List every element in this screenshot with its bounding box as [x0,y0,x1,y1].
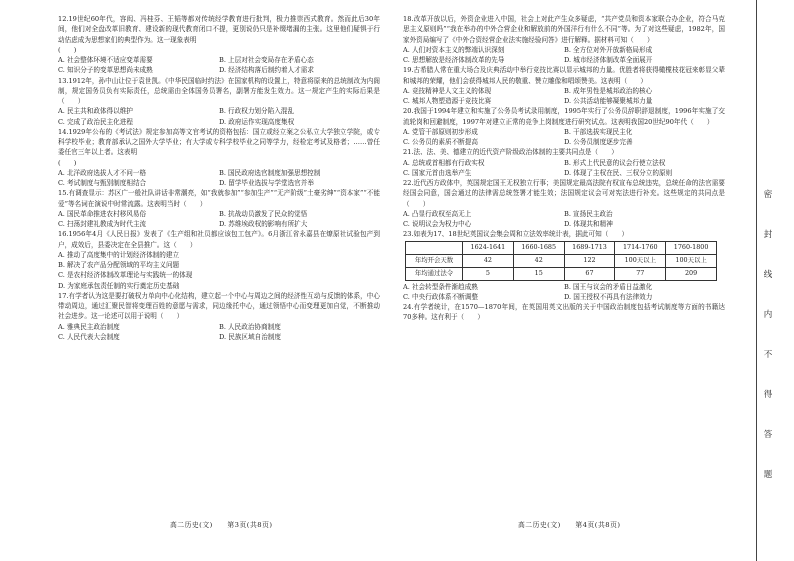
table-row [406,254,717,267]
option-c: C. 思想解放是经济体制改革的先导 [403,56,505,64]
seal-char: 密 [763,190,773,200]
option-c: C. 考试制度与甄别制度相结合 [58,179,147,187]
option-b: B. 行政权力划分陷入混乱 [219,107,294,116]
option-c: C. 知识分子的变革思想尚未成熟 [58,66,153,75]
question-stem: 19.古希腊人常在重大场合及庆典活动中举行竞技比赛以显示城邦的力量。优胜者将获得橄榄枝花冠来彰显父辈和城邦的荣耀，他们会获得城邦人民的敬重、赞立雕像和唱颂赞美。这表明（ ） [403,66,725,85]
table-cell: 1660-1685 [513,241,564,254]
table-cell: 100天以上 [615,254,666,267]
option-a: A. 民主共和政体得以维护 [58,107,133,116]
question-19 [403,65,725,106]
seal-line [756,0,757,561]
question-12 [58,14,380,76]
table-cell: 15 [513,267,564,280]
table-row [406,267,717,280]
option-d: D. 体现了主权在民、三权分立的原则 [564,168,673,177]
question-23 [403,229,725,302]
right-column [403,14,725,323]
option-c: C. 人民代表大会制度 [58,332,120,341]
table-cell: 年均通过法令 [406,267,463,280]
option-c: C. 扫荡封建礼教成为时代主流 [58,220,147,228]
option-a: A. 党管干部原则初步形成 [403,127,478,136]
question-stem: 14.1929年公布的《考试法》规定参加高等文官考试的资格包括：国立或经立案之公私立大学独立学院，或专科学校毕业；教育部承认之国外大学毕业；有大学或专科学校毕业之同等学力，经检定考试及格者；……曾任委任官三年以上者。这表明 [58,127,380,157]
question-stem: 15.有调查显示：苏区广一般社队讲话非常潮亮，如“我就参加”“参加生产”“无产阶级”土豪劣绅”“资本家”“不能爱”等名词在演说中时常流露。这表明当时（ ） [58,189,380,208]
question-17 [58,291,380,342]
table-cell: 5 [463,267,514,280]
question-stem: 17.有学者认为这是要打破权力单向中心化结构，建立起一个中心与周边之间的经济性互动与反馈的体系，中心带动周边，通过汇聚民智将变理百姓的意愿与需求，同边缘托中心，通过领悟中心而变理更加自觉，不断推动社会进步。这一论述可以用于说明（ ） [58,291,380,321]
options [403,127,725,148]
page-footer-right: 高二历史(文) 第4页(共8页) [518,521,621,529]
table-header-row [406,241,717,254]
option-b: B. 形式上代民意的议会行使立法权 [564,158,666,167]
option-c: C. 国家元首由选举产生 [403,168,472,177]
question-stem: 13.1912年，孙中山让位于袁世凯。《中华民国临时约法》在国家机构的设置上，特意将原来的总统制改为内阁制，规定国务员负有实际责任，总统需由全体国务员署名，副署方能发生效力。这一规定产生的实际后果是（ ） [58,76,380,105]
question-22 [403,178,725,229]
option-d: D. 城市经济体制改革全面展开 [564,56,653,64]
seal-char: 答 [763,430,773,440]
option-c: C. 城邦人物塑造源于竞技比赛 [403,97,492,105]
option-b: B. 全方位对外开放新格局形成 [564,45,653,54]
option-d: D. 为家庭承包责任制的实行奠定历史基础 [58,281,180,290]
seal-char: 线 [763,270,773,280]
seal-char: 题 [763,470,773,480]
table-cell: 1760-1800 [666,241,717,254]
option-d: D. 留学毕业选拔与学堂选官并举 [219,179,314,187]
question-stem: 18.改革开放以后，外资企业进入中国，社会上对此产生众多疑虑，“共产党员和资本家联合办企业，符合马克思主义原则吗”“我在举办的中外合营企业和解放前的外国洋行有什么不同”等。为了对这些疑虑，1982年，国家外资局编写了《中外合资经营企业法实施经验问答》进行解释。据材料可知（ ） [403,15,725,44]
option-a: A. 社会整体环境不适应变革需要 [58,56,153,64]
option-b: B. 解决了农产品分配领域的平均主义问题 [58,261,180,269]
question-13 [58,76,380,127]
option-d: D. 体现共和精神 [564,220,613,228]
options [58,106,380,127]
option-c: C. 中央行政体系不断调整 [403,292,478,301]
options [403,158,725,179]
question-18 [403,14,725,65]
options [58,322,380,343]
option-b: B. 国王与议会的矛盾日益激化 [564,282,653,291]
option-c: C. 完成了政治民主化进程 [58,117,133,126]
table-cell: 77 [615,267,666,280]
option-d: D. 民族区域自治制度 [219,332,281,341]
option-a: A. 北洋政府选拔人才不问一格 [58,168,147,177]
options [58,55,380,76]
option-a: A. 社会转型条件渐趋成熟 [403,282,478,291]
option-b: B. 干部选拔实现民主化 [564,127,633,136]
question-stem: 24.有学者统计，在1570—1870年间，在英国用英文出版的关于中国政治制度包括考试制度等方面的书籍达70多种。这有利于（ ） [403,303,725,322]
question-20 [403,106,725,147]
option-b: B. 抗战动员激发了民众的觉悟 [219,209,308,218]
option-b: B. 宣扬民主政治 [564,209,613,218]
option-c: C. 是农村经济体制改革理论与实践统一的体现 [58,271,193,280]
question-stem: 12.19世纪60年代，容闳、冯桂芬、王韬等都对传统经学教育进行批判，极力推崇西式教育。然而此后30年间，他们对全盘改革旧教育、建设新的现代教育闭口不提，更别说仍只是补缀堵漏的主张。这里他们疑惧于行动估虑成为思想家们的典型作为。这一现象表明 [58,15,380,44]
table-cell: 年均开会天数 [406,254,463,267]
option-a: A. 凸显行政权至高无上 [403,209,472,218]
table-cell: 122 [564,254,615,267]
answer-paren: ( ) [58,45,77,54]
option-b: B. 成年男性是城邦政治的核心 [564,86,653,95]
question-14 [58,127,380,189]
option-a: A. 国民革命推进农村移风易俗 [58,209,147,218]
option-d: D. 公共活动能够凝聚城邦力量 [564,97,653,105]
option-d: D. 政府运作实现高度集权 [219,117,295,126]
question-stem: 23.如表为17、18世纪英国议会集会周和立法效率统计表，据此可知（ ） [403,230,629,239]
seal-char: 得 [763,390,773,400]
option-d: D. 苏维埃政权的影响有所扩大 [219,220,308,228]
options [403,209,725,230]
options [403,86,725,107]
option-a: A. 推动了高度集中的计划经济体制的建立 [58,250,180,259]
table-cell: 42 [513,254,564,267]
left-column [58,14,380,342]
question-15 [58,188,380,229]
options [58,209,380,230]
question-stem: 20.我国于1994年建立和实施了公务员考试录用制度，1995年实行了公务员辞职辞退制度，1996年实施了交流轮岗和回避制度，1997年对建立正常的竞争上岗制度进行研究试点。这表明我国20世纪90年代（ ） [403,107,725,126]
options [403,282,725,303]
option-a: A. 人们对资本主义的弊端认识深刻 [403,45,505,54]
table-cell: 100天以上 [666,254,717,267]
option-a: A. 总统或首相都有行政实权 [403,158,485,167]
option-d: D. 国王授权不再具有法律效力 [564,292,653,301]
question-stem: 22.近代西方政体中，英国规定国王无权独立行事；美国规定最高法院有权宣布总统违宪，总统任命的法官需要经国会同意，国会通过的法律需总统签署才能生效；法国规定议会可对宪法进行补充。这些规定的共同点是（ ） [403,179,725,208]
seal-char: 内 [763,310,773,320]
question-16 [58,229,380,291]
options [403,45,725,66]
option-c: C. 公务员的素质不断提高 [403,138,478,146]
seal-line-sidebar [746,0,794,561]
question-stem: 16.1956年4月《人民日报》发表了《生产组和社员都应该包工包产》。6月浙江省永嘉县在燎原社试验包产到户，成效后，县委决定在全县推广。这（ ） [58,230,380,249]
question-stem: 21.法、法、美、德建立的近代资产阶级政治体制的主要共同点是（ ） [403,148,618,157]
table-cell: 1689-1713 [564,241,615,254]
table-cell: 1624-1641 [463,241,514,254]
option-b: B. 国民政府选官制度加强思想控制 [219,168,321,177]
option-c: C. 说明议会为权力中心 [403,220,472,228]
table-cell: 209 [666,267,717,280]
seal-char: 不 [763,350,773,360]
option-b: B. 上层对社会变局存在矛盾心态 [219,56,314,64]
option-a: A. 雅典民主政治制度 [58,322,120,331]
option-a: A. 竞技精神是人文主义的体现 [403,86,492,95]
question-21 [403,147,725,178]
option-d: D. 经济结构落后制约着人才需求 [219,66,314,75]
table-cell: 1714-1760 [615,241,666,254]
page-footer-left: 高二历史(文) 第3页(共8页) [170,521,273,529]
seal-char: 封 [763,230,773,240]
question-24 [403,302,725,323]
table-cell [406,241,463,254]
answer-paren: ( ) [58,158,77,167]
table-cell: 67 [564,267,615,280]
option-d: D. 公务员制度逐步完善 [564,138,633,146]
table-cell: 42 [463,254,514,267]
options [58,168,380,189]
statistics-table [405,241,717,281]
option-b: B. 人民政治协商制度 [219,322,281,331]
